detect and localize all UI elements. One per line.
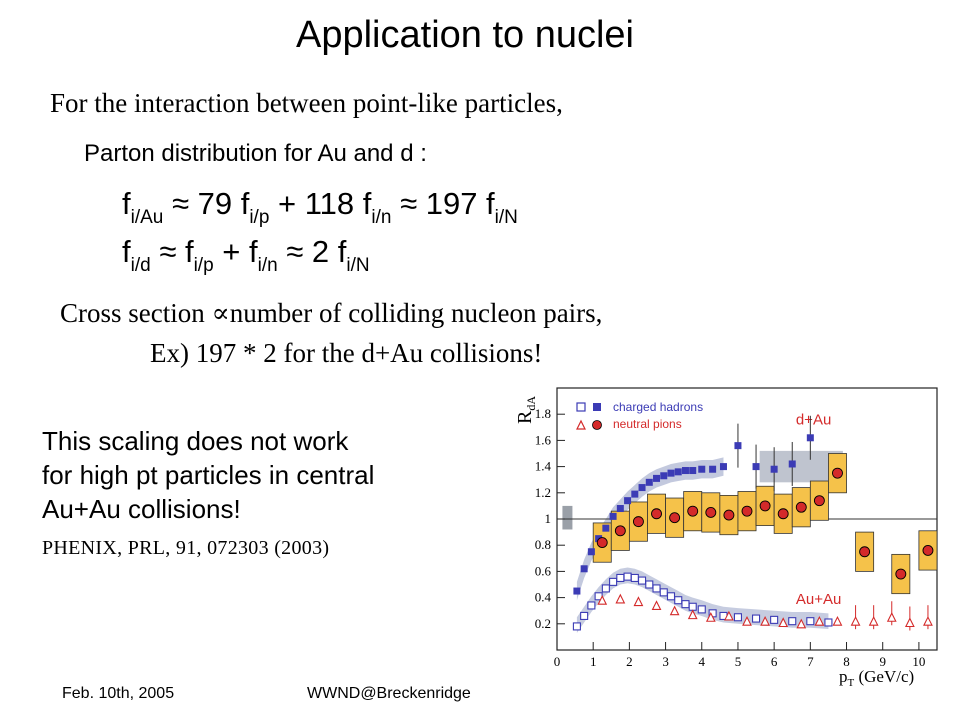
hadron-auau-point <box>698 606 705 613</box>
legend-label-hadrons: charged hadrons <box>613 400 704 414</box>
x-tick-label: 3 <box>662 654 669 669</box>
hadron-dau-point <box>720 463 727 470</box>
hadron-dau-point <box>734 442 741 449</box>
hadron-auau-point <box>807 618 814 625</box>
footer-date: Feb. 10th, 2005 <box>62 685 175 702</box>
pion-dau-point <box>814 496 824 506</box>
x-tick-label: 0 <box>553 654 561 669</box>
x-axis-label: $p_T$ (GeV/c) <box>839 667 915 689</box>
hadron-auau-point <box>624 573 631 580</box>
pion-dau-point <box>724 510 734 520</box>
x-tick-label: 1 <box>589 654 597 669</box>
eq-subscript: i/N <box>346 255 370 276</box>
y-tick-label: 0.8 <box>534 537 551 553</box>
eq-subscript: i/p <box>193 255 214 276</box>
eq-term: ≈ 2 f <box>277 234 347 269</box>
hadron-dau-point <box>610 513 617 520</box>
hadron-auau-point <box>617 574 624 581</box>
example-text: Ex) 197 * 2 for the d+Au collisions! <box>150 338 543 368</box>
hadron-dau-point <box>624 497 631 504</box>
pion-dau-point <box>706 507 716 517</box>
x-tick-label: 10 <box>912 654 926 669</box>
eq-term: f <box>122 186 131 221</box>
eq-subscript: i/n <box>371 207 392 228</box>
hadron-dau-point <box>709 466 716 473</box>
pion-dau-point <box>760 501 770 511</box>
pion-dau-point <box>615 526 625 536</box>
rda-chart <box>505 378 955 690</box>
hadron-dau-point <box>588 548 595 555</box>
y-tick-label: 0.2 <box>534 615 551 631</box>
y-axis-label: $R_{dA}$ <box>514 395 538 424</box>
eq-subscript: i/Au <box>130 207 164 228</box>
equation-au <box>122 186 518 229</box>
pion-dau-point <box>688 506 698 516</box>
pion-dau-point <box>633 517 643 527</box>
y-tick-label: 1.2 <box>534 484 551 500</box>
hadron-auau-point <box>682 601 689 608</box>
y-tick-label: 1.6 <box>534 432 551 448</box>
hadron-auau-point <box>581 612 588 619</box>
intro-text: For the interaction between point-like particles, <box>50 88 563 118</box>
y-tick-label: 1.8 <box>534 406 551 422</box>
x-tick-label: 5 <box>734 654 742 669</box>
pion-dau-point <box>796 502 806 512</box>
eq-subscript: i/N <box>494 207 518 228</box>
hadron-dau-point <box>660 472 667 479</box>
hadron-auau-point <box>734 614 741 621</box>
cross-section-text: Cross section ∝number of colliding nucleon pairs, <box>60 298 603 328</box>
hadron-dau-point <box>698 466 705 473</box>
eq-term: ≈ 197 f <box>391 186 495 221</box>
pion-dau-point <box>832 468 842 478</box>
hadron-auau-point <box>610 578 617 585</box>
hadron-dau-point <box>753 463 760 470</box>
legend-filled-square <box>593 403 601 411</box>
hadron-dau-point <box>639 484 646 491</box>
hadron-dau-point <box>689 467 696 474</box>
x-tick-label: 4 <box>698 654 706 669</box>
equation-d <box>122 234 370 277</box>
hadron-auau-point <box>639 577 646 584</box>
annotation-auau: Au+Au <box>795 591 842 609</box>
hadron-dau-point <box>668 470 675 477</box>
x-tick-label: 8 <box>843 654 850 669</box>
x-tick-label: 7 <box>807 654 814 669</box>
hadron-dau-point <box>682 467 689 474</box>
y-tick-label: 0.6 <box>534 563 551 579</box>
hadron-auau-point <box>573 623 580 630</box>
hadron-dau-point <box>646 479 653 486</box>
x-tick-label: 6 <box>770 654 778 669</box>
hadron-auau-point <box>653 585 660 592</box>
hadron-auau-point <box>646 581 653 588</box>
pion-dau-point <box>652 509 662 519</box>
legend-label-pions: neutral pions <box>613 417 682 431</box>
slide-title: Application to nuclei <box>296 14 634 56</box>
hadron-auau-point <box>588 602 595 609</box>
norm-uncertainty-box <box>562 506 572 530</box>
pion-dau-point <box>742 506 752 516</box>
scaling-line-2: for high pt particles in central <box>42 460 375 490</box>
hadron-auau-point <box>602 585 609 592</box>
hadron-auau-point <box>689 603 696 610</box>
pion-dau-point <box>778 509 788 519</box>
eq-subscript: i/p <box>249 207 270 228</box>
legend-filled-circle <box>593 421 602 430</box>
hadron-auau-point <box>668 593 675 600</box>
hadron-dau-point <box>581 565 588 572</box>
hadron-dau-point <box>617 505 624 512</box>
pion-dau-point <box>923 545 933 555</box>
hadron-dau-point <box>675 468 682 475</box>
hadron-auau-point <box>675 597 682 604</box>
hadron-dau-point <box>807 434 814 441</box>
annotation-dau: d+Au <box>795 411 832 429</box>
hadron-auau-point <box>631 574 638 581</box>
hadron-auau-point <box>660 589 667 596</box>
hadron-dau-point <box>653 475 660 482</box>
y-tick-label: 1 <box>544 511 551 526</box>
eq-term: ≈ f <box>150 234 194 269</box>
x-tick-label: 9 <box>879 654 886 669</box>
hadron-auau-point <box>753 615 760 622</box>
parton-heading: Parton distribution for Au and d : <box>84 140 427 167</box>
eq-term: ≈ 79 f <box>163 186 250 221</box>
scaling-line-3: Au+Au collisions! <box>42 494 241 524</box>
hadron-dau-point <box>602 525 609 532</box>
hadron-dau-point <box>771 466 778 473</box>
y-tick-label: 1.4 <box>534 458 551 474</box>
pion-dau-point <box>597 538 607 548</box>
eq-term: f <box>122 234 131 269</box>
hadron-auau-point <box>825 619 832 626</box>
y-tick-label: 0.4 <box>534 589 551 605</box>
hadron-dau-point <box>789 460 796 467</box>
pion-dau-point <box>896 569 906 579</box>
hadron-dau-point <box>573 588 580 595</box>
citation: PHENIX, PRL, 91, 072303 (2003) <box>42 537 330 559</box>
pion-dau-point <box>670 513 680 523</box>
pion-dau-point <box>860 547 870 557</box>
hadron-auau-point <box>789 618 796 625</box>
hadron-auau-point <box>771 616 778 623</box>
eq-term: + 118 f <box>269 186 372 221</box>
eq-subscript: i/n <box>257 255 278 276</box>
eq-subscript: i/d <box>130 255 151 276</box>
hadron-dau-point <box>631 491 638 498</box>
footer-venue: WWND@Breckenridge <box>307 685 471 702</box>
eq-term: + f <box>213 234 258 269</box>
x-tick-label: 2 <box>626 654 633 669</box>
scaling-line-1: This scaling does not work <box>42 426 349 456</box>
